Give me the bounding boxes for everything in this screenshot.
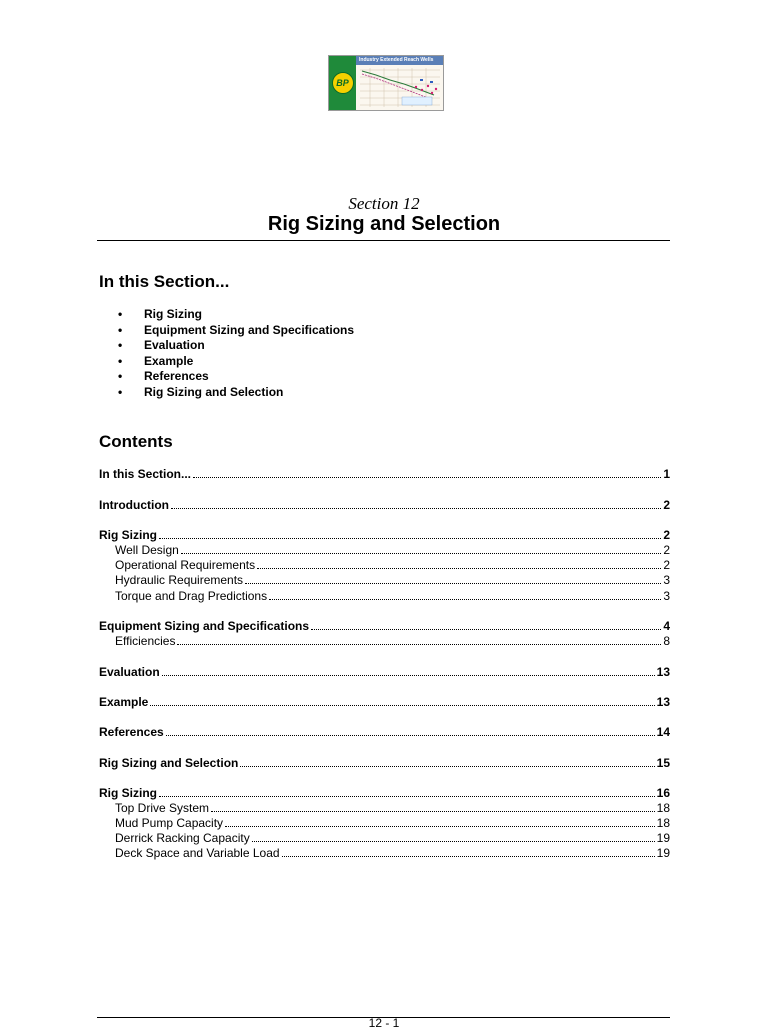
section-title: Rig Sizing and Selection	[267, 213, 501, 235]
toc-entry-title: Rig Sizing	[99, 786, 157, 800]
toc-entry-page: 1	[663, 467, 670, 481]
toc-entry[interactable]	[99, 619, 670, 634]
toc-subentry[interactable]	[115, 634, 670, 649]
toc-leader	[159, 786, 655, 797]
toc-leader	[162, 665, 655, 676]
toc-leader	[159, 528, 661, 539]
toc-entry-page: 18	[656, 816, 670, 830]
toc-leader	[171, 498, 661, 509]
toc-entry-title: References	[99, 725, 164, 739]
bullet-text: Equipment Sizing and Specifications	[144, 322, 355, 337]
toc-entry-page: 3	[663, 589, 670, 603]
bullet-item	[118, 338, 354, 354]
toc-entry[interactable]	[99, 665, 670, 680]
logo-chart-panel	[356, 56, 443, 110]
toc-subentry[interactable]	[115, 589, 670, 604]
bullet-item	[118, 307, 354, 323]
bullet-text: Rig Sizing	[144, 307, 202, 321]
toc-entry-page: 13	[656, 665, 670, 679]
toc-entry-title: Rig Sizing	[99, 528, 157, 542]
toc-leader	[166, 725, 655, 736]
toc-leader	[150, 695, 654, 706]
toc-leader	[193, 467, 661, 478]
bullet-icon: •	[118, 322, 123, 337]
bullet-icon: •	[118, 338, 123, 353]
toc-entry[interactable]	[99, 498, 670, 513]
toc-entry-page: 2	[663, 498, 670, 512]
logo-chart-thumbnail	[356, 65, 443, 110]
bullet-item	[118, 354, 354, 370]
toc-entry[interactable]	[99, 725, 670, 740]
toc-leader	[240, 756, 654, 767]
bullet-text: Example	[144, 353, 194, 368]
toc-entry-title: Rig Sizing and Selection	[99, 756, 239, 770]
toc-entry-title: Mud Pump Capacity	[115, 816, 224, 830]
toc-entry-page: 3	[663, 573, 670, 587]
bullet-icon: •	[118, 369, 123, 384]
toc-leader	[257, 558, 661, 569]
bullet-icon: •	[118, 384, 123, 399]
bullet-text: Evaluation	[144, 338, 205, 353]
toc-entry-page: 19	[656, 831, 670, 845]
toc-leader	[252, 831, 655, 842]
toc-entry-title: Well Design	[115, 543, 179, 557]
toc-subentry[interactable]	[115, 831, 670, 846]
toc-entry-page: 2	[663, 528, 670, 542]
toc-leader	[177, 634, 661, 645]
bullet-item	[118, 385, 354, 401]
toc-entry[interactable]	[99, 756, 670, 771]
logo-title: Industry Extended Reach Wells	[356, 56, 443, 65]
bullet-icon: •	[118, 353, 123, 368]
toc-entry-title: Torque and Drag Predictions	[115, 589, 268, 603]
toc-entry-page: 18	[656, 801, 670, 815]
toc-subentry[interactable]	[115, 801, 670, 816]
toc-entry-title: Operational Requirements	[115, 558, 256, 572]
bp-logo-banner	[328, 55, 444, 111]
toc-entry-page: 15	[656, 756, 670, 770]
toc-entry-page: 19	[656, 846, 670, 860]
toc-entry[interactable]	[99, 528, 670, 543]
toc-entry-title: Example	[99, 695, 149, 709]
toc-entry-page: 4	[663, 619, 670, 633]
toc-entry-title: Equipment Sizing and Specifications	[99, 619, 310, 633]
toc-entry-page: 2	[663, 543, 670, 557]
toc-entry-title: Derrick Racking Capacity	[115, 831, 250, 845]
toc-entry-title: Deck Space and Variable Load	[115, 846, 280, 860]
toc-leader	[225, 816, 655, 827]
bullet-item	[118, 369, 354, 385]
toc-entry-page: 14	[656, 725, 670, 739]
page-number: 12 - 1	[368, 1016, 400, 1030]
section-bullet-list	[118, 307, 354, 401]
toc-leader	[245, 573, 661, 584]
contents-heading: Contents	[99, 432, 173, 451]
toc-entry[interactable]	[99, 786, 670, 801]
toc-entry-page: 16	[656, 786, 670, 800]
toc-entry-page: 8	[663, 634, 670, 648]
toc-leader	[282, 846, 655, 857]
toc-entry-title: Efficiencies	[115, 634, 176, 648]
toc-subentry[interactable]	[115, 558, 670, 573]
toc-entry[interactable]	[99, 467, 670, 482]
toc-entry-title: Hydraulic Requirements	[115, 573, 244, 587]
toc-entry-title: Evaluation	[99, 665, 160, 679]
toc-leader	[181, 543, 662, 554]
toc-entry-page: 2	[663, 558, 670, 572]
toc-entry-title: Top Drive System	[115, 801, 210, 815]
toc-leader	[211, 801, 655, 812]
toc-subentry[interactable]	[115, 816, 670, 831]
toc-leader	[311, 619, 661, 630]
toc-leader	[269, 589, 661, 600]
in-this-section-heading: In this Section...	[99, 272, 230, 291]
bullet-text: Rig Sizing and Selection	[144, 384, 284, 399]
toc-subentry[interactable]	[115, 846, 670, 861]
toc-entry[interactable]	[99, 695, 670, 710]
title-divider	[97, 240, 670, 241]
toc-entry-page: 13	[656, 695, 670, 709]
bullet-item	[118, 323, 354, 339]
bullet-text: References	[144, 369, 209, 384]
bullet-icon: •	[118, 307, 123, 321]
toc-subentry[interactable]	[115, 543, 670, 558]
section-label: Section 12	[348, 194, 420, 213]
bp-brand-panel	[329, 56, 356, 110]
bp-shield-icon: BP	[332, 72, 354, 94]
toc-entry-title: In this Section...	[99, 467, 192, 481]
toc-entry-title: Introduction	[99, 498, 169, 512]
toc-subentry[interactable]	[115, 573, 670, 588]
